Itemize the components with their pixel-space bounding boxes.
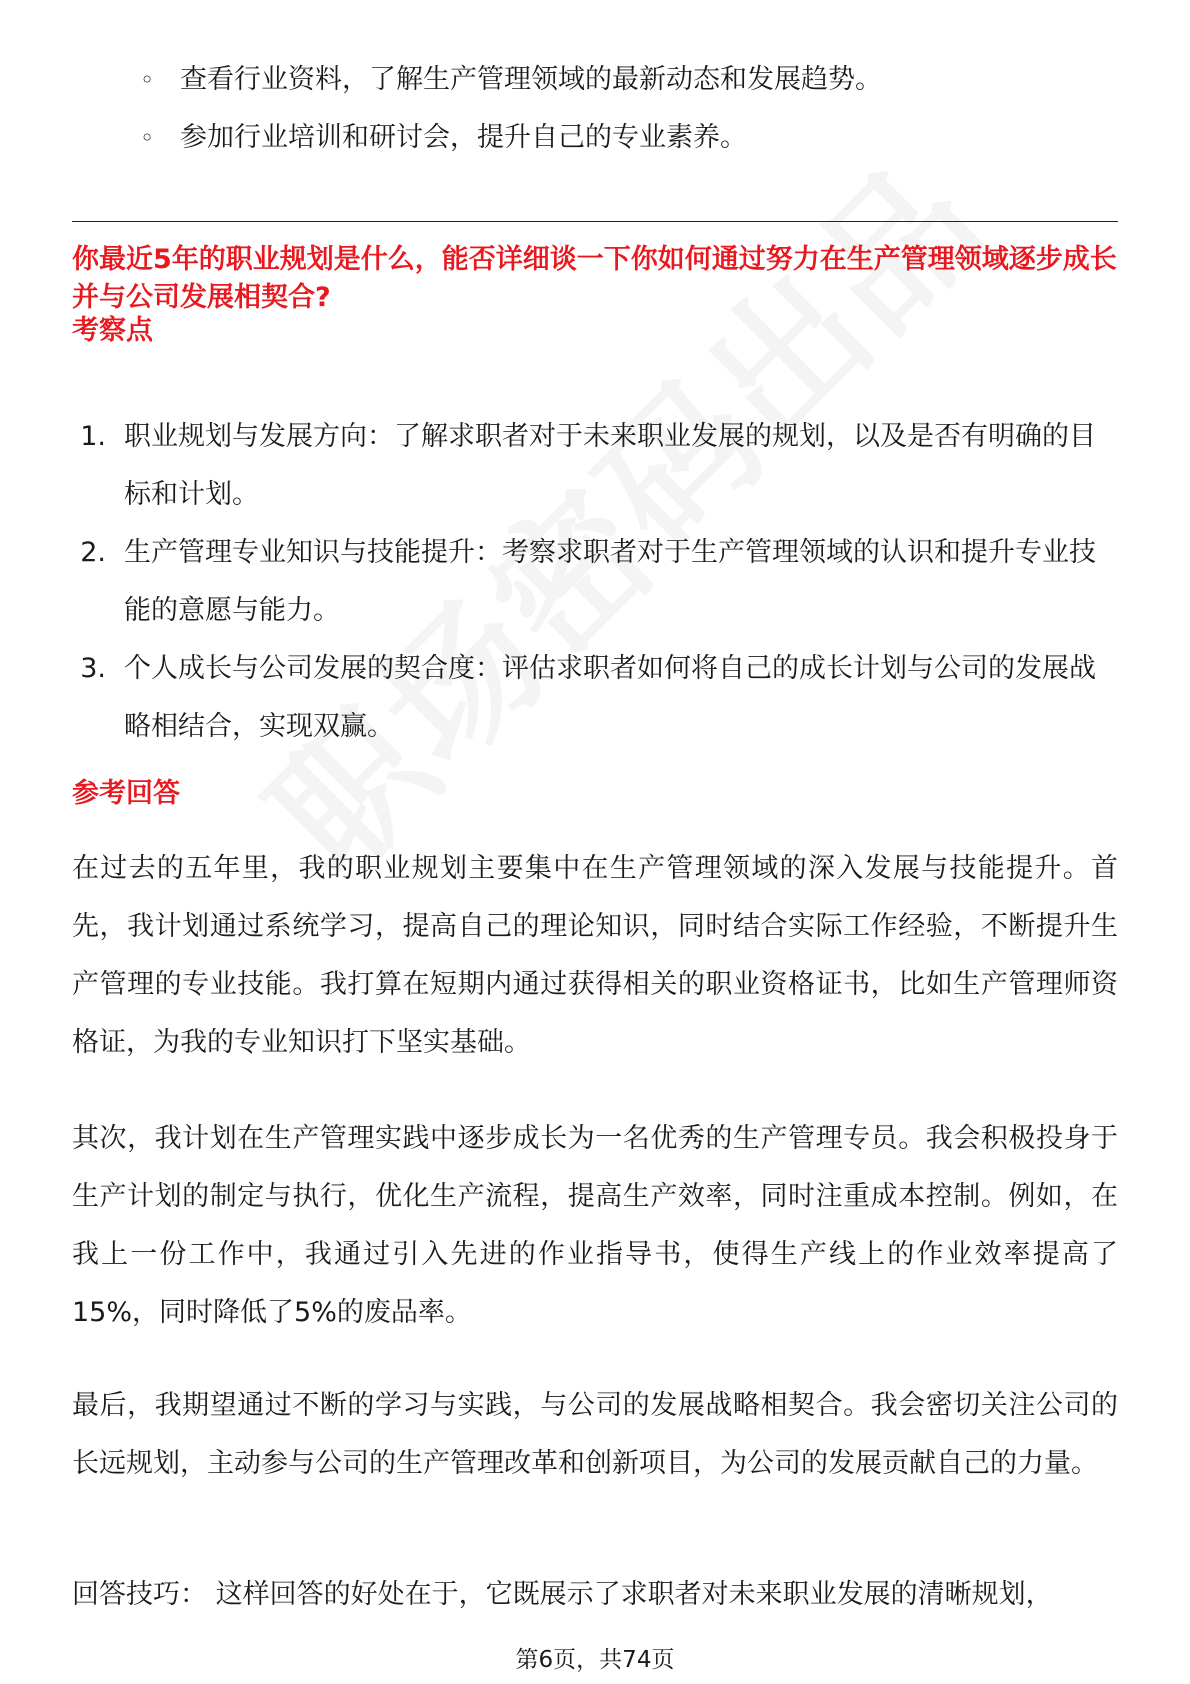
page-number: 第6页，共74页 (515, 1647, 675, 1673)
answer-paragraph: 最后，我期望通过不断的学习与实践，与公司的发展战略相契合。我会密切关注公司的长远规划，主动参与公司的生产管理改革和创新项目，为公司的发展贡献自己的力量。 (72, 1390, 1118, 1479)
bullet-text: 查看行业资料，了解生产管理领域的最新动态和发展趋势。 (180, 64, 882, 95)
question-heading: 你最近5年的职业规划是什么，能否详细谈一下你如何通过努力在生产管理领域逐步成长并与公司发展相契合? (72, 244, 1117, 313)
section-title-assessment: 考察点 (72, 315, 153, 346)
bullet-list (140, 60, 1120, 176)
answer-tip-paragraph: 回答技巧： 这样回答的好处在于，它既展示了求职者对未来职业发展的清晰规划， (72, 1579, 1053, 1610)
assessment-points (72, 408, 1118, 756)
item-number: 2. (80, 537, 106, 568)
bullet-marker: ◦ (140, 124, 155, 152)
item-text: 个人成长与公司发展的契合度：评估求职者如何将自己的成长计划与公司的发展战略相结合，实现双赢。 (124, 653, 1096, 742)
item-text: 生产管理专业知识与技能提升：考察求职者对于生产管理领域的认识和提升专业技能的意愿与能力。 (124, 537, 1096, 626)
section-title-reference-answer: 参考回答 (72, 778, 180, 809)
list-item (140, 118, 1120, 176)
list-item (72, 524, 1118, 640)
list-item (72, 408, 1118, 524)
item-number: 3. (80, 653, 106, 684)
answer-paragraph: 在过去的五年里，我的职业规划主要集中在生产管理领域的深入发展与技能提升。首先，我计划通过系统学习，提高自己的理论知识，同时结合实际工作经验，不断提升生产管理的专业技能。我打算在短期内通过获得相关的职业资格证书，比如生产管理师资格证，为我的专业知识打下坚实基础。 (72, 853, 1118, 1058)
list-item (72, 640, 1118, 756)
bullet-text: 参加行业培训和研讨会，提升自己的专业素养。 (180, 122, 747, 153)
item-text: 职业规划与发展方向：了解求职者对于未来职业发展的规划，以及是否有明确的目标和计划。 (124, 421, 1096, 510)
list-item (140, 60, 1120, 118)
section-divider (72, 221, 1118, 222)
bullet-marker: ◦ (140, 66, 155, 94)
answer-paragraph: 其次，我计划在生产管理实践中逐步成长为一名优秀的生产管理专员。我会积极投身于生产计划的制定与执行，优化生产流程，提高生产效率，同时注重成本控制。例如，在我上一份工作中，我通过引入先进的作业指导书，使得生产线上的作业效率提高了15%，同时降低了5%的废品率。 (72, 1123, 1118, 1328)
item-number: 1. (80, 421, 106, 452)
